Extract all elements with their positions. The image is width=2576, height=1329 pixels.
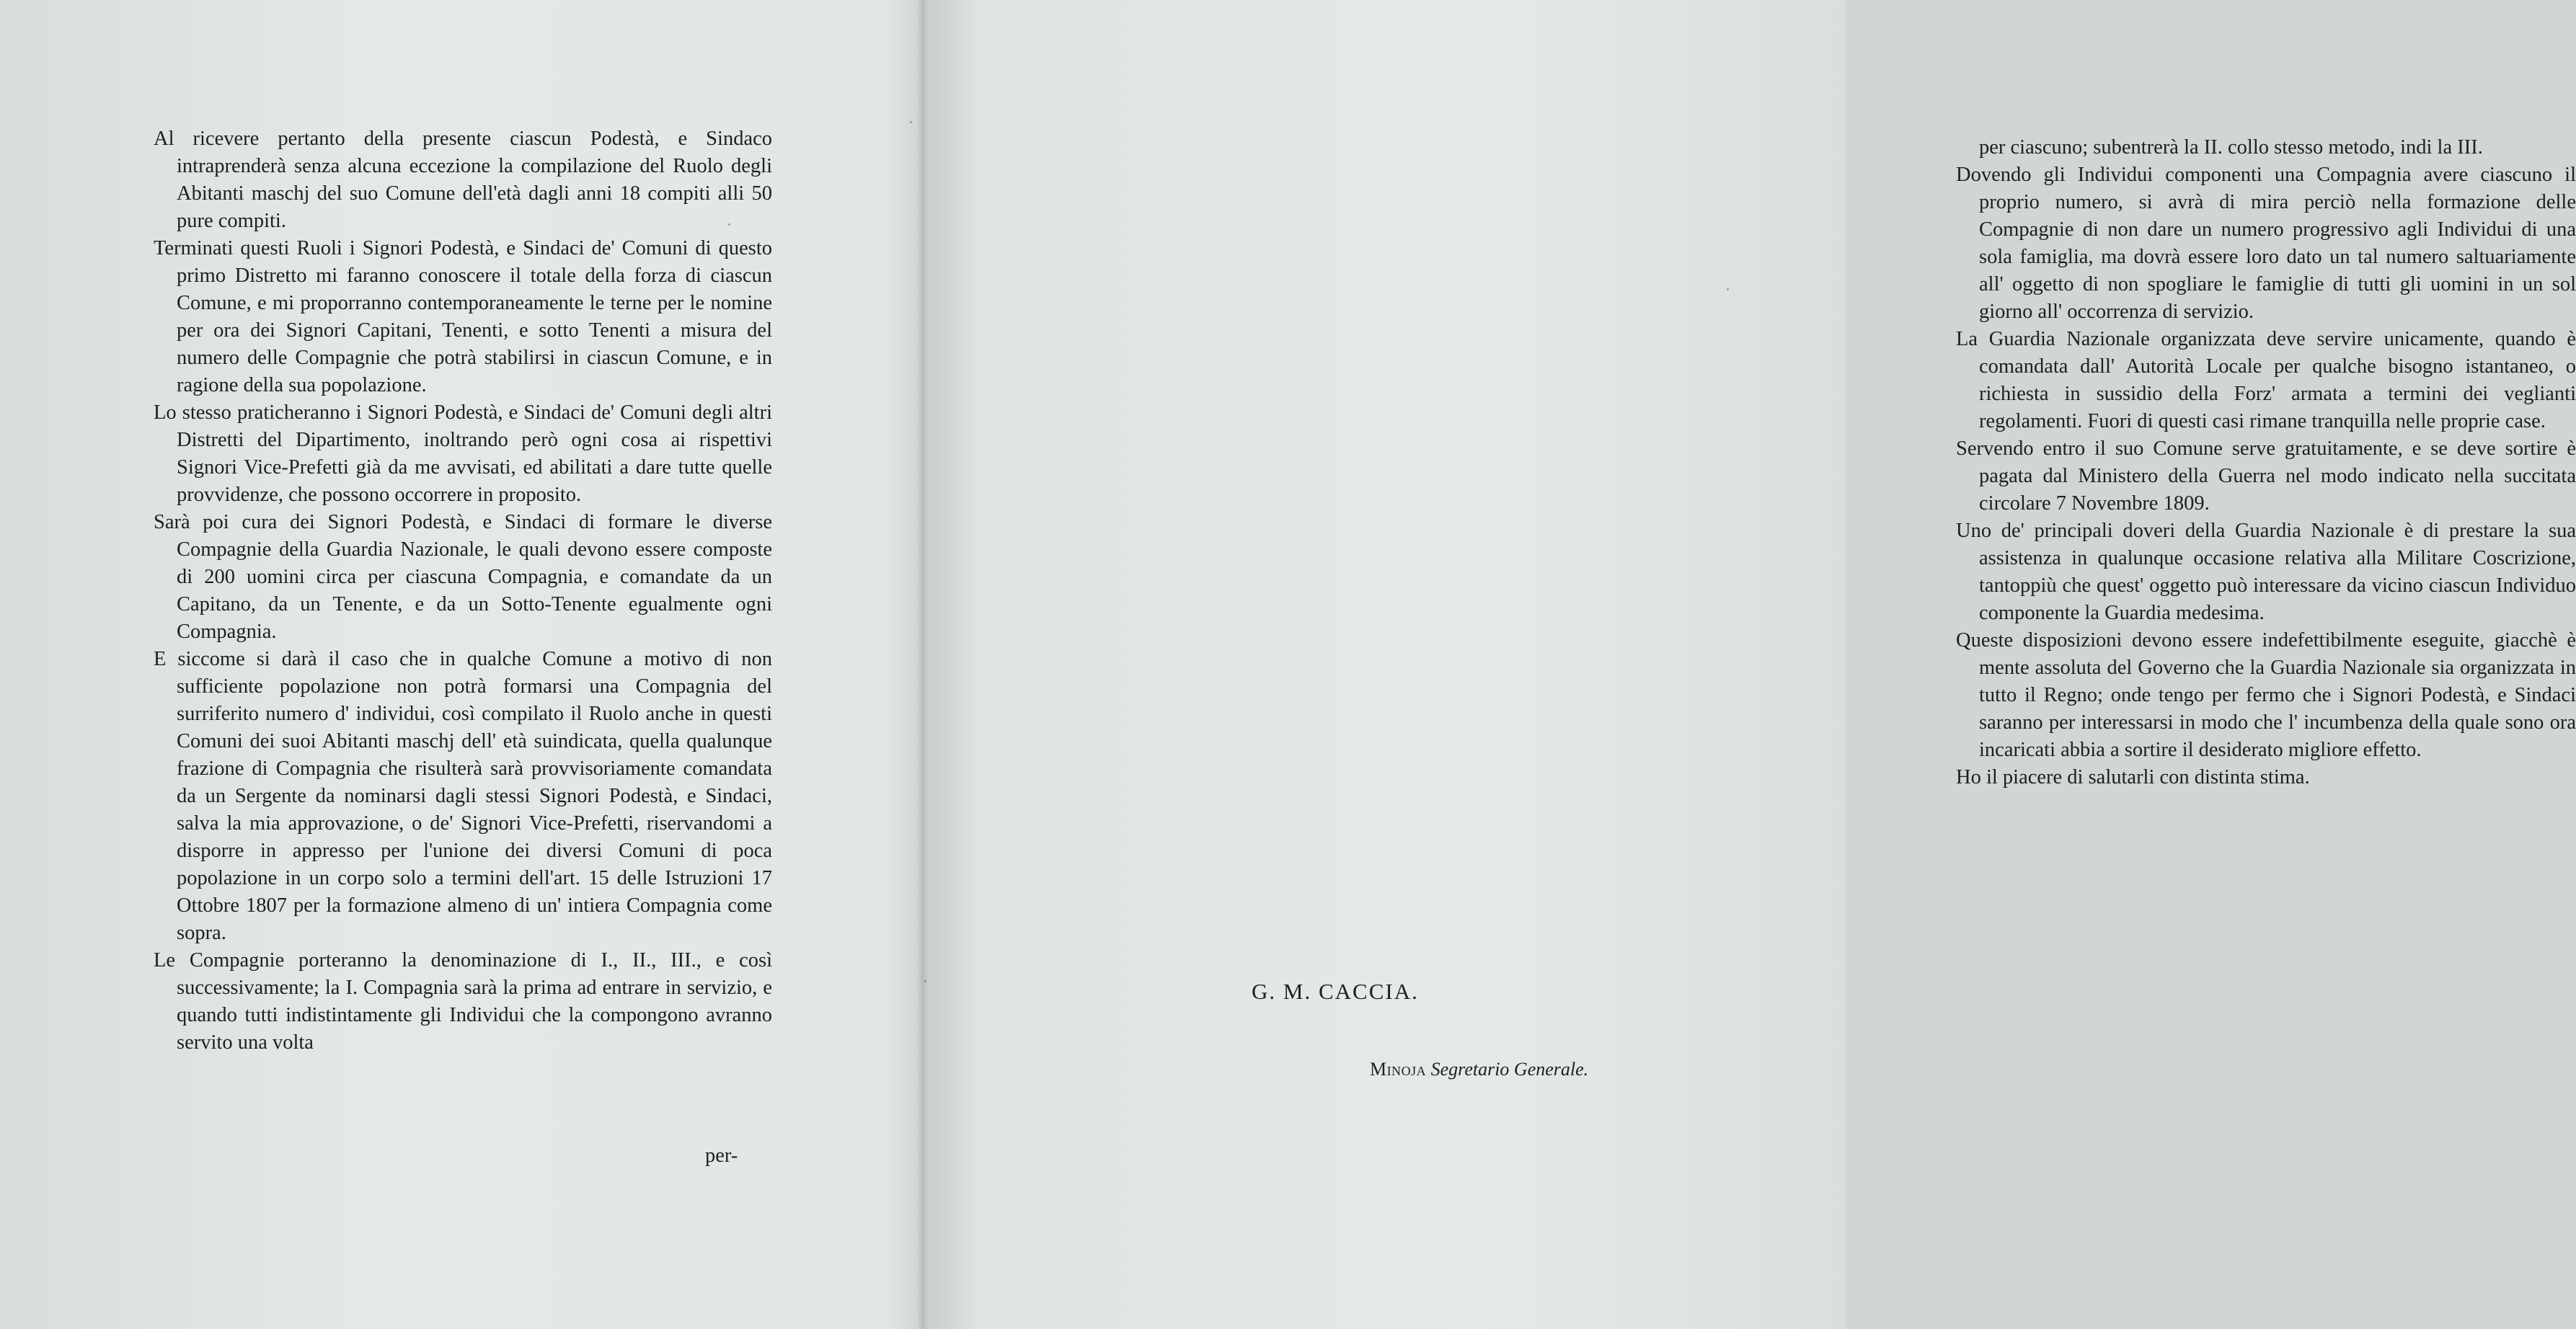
paper-speck <box>910 121 912 123</box>
paragraph: Servendo entro il suo Comune serve gratuitamente, e se deve sortire è pagata dal Ministero della Guerra nel modo indicato nella succitata circolare 7 Novembre 1809. <box>1956 437 2576 515</box>
paragraph: Terminati questi Ruoli i Signori Podestà, e Sindaci de' Comuni di questo primo Distretto mi faranno conoscere il totale della forza di ciascun Comune, e mi proporranno contemporaneamente le terne per le nomine per ora dei Signori Capitani, Tenenti, e sotto Tenenti a misura del numero delle Compagnie che potrà stabilirsi in ciascun Comune, e in ragione della sua popolazione. <box>154 237 772 396</box>
paragraph: Al ricevere pertanto della presente ciascun Podestà, e Sindaco intraprenderà senza alcuna eccezione la compilazione del Ruolo degli Abitanti maschj del suo Comune dell'età dagli anni 18 compiti alli 50 pure compiti. <box>154 128 772 232</box>
paragraph: Dovendo gli Individui componenti una Compagnia avere ciascuno il proprio numero, si avrà di mira perciò nella formazione delle Compagnie di non dare un numero progressivo agli Individui di una sola famiglia, ma dovrà essere loro dato un tal numero saltuariamente all' oggetto di non spogliare le famiglie di tutti gli uomini in un sol giorno all' occorrenza di servizio. <box>1956 164 2576 323</box>
paragraph: La Guardia Nazionale organizzata deve servire unicamente, quando è comandata dall' Autorità Locale per qualche bisogno istantaneo, o richiesta in sussidio della Forz' armata a termini dei veglianti regolamenti. Fuori di questi casi rimane tranquilla nelle proprie case. <box>1956 328 2576 432</box>
secretary-line <box>1370 1059 1588 1080</box>
paper-speck <box>1727 288 1729 290</box>
closing-line: Ho il piacere di salutarli con distinta stima. <box>1956 766 2310 788</box>
paragraph-continuation: per ciascuno; subentrerà la II. collo stesso metodo, indi la III. <box>1979 136 2483 159</box>
catchword: per- <box>705 1144 738 1167</box>
secretary-name: Minoja <box>1370 1059 1427 1080</box>
paper-speck <box>728 223 730 226</box>
paragraph: Uno de' principali doveri della Guardia Nazionale è di prestare la sua assistenza in qualunque occasione relativa alla Militare Coscrizione, tantoppiù che quest' oggetto può interessare da vicino ciascun Individuo componente la Guardia medesima. <box>1956 520 2576 624</box>
signature: G. M. CACCIA. <box>1252 979 1419 1004</box>
secretary-title: Segretario Generale. <box>1430 1059 1589 1080</box>
right-page-text <box>1956 134 2576 791</box>
paragraph: Lo stesso praticheranno i Signori Podestà, e Sindaci de' Comuni degli altri Distretti del Dipartimento, inoltrando però ogni cosa ai rispettivi Signori Vice-Prefetti già da me avvisati, ed abilitati a dare tutte quelle provvidenze, che possono occorrere in proposito. <box>154 401 772 506</box>
paragraph: Queste disposizioni devono essere indefettibilmente eseguite, giacchè è mente assoluta del Governo che la Guardia Nazionale sia organizzata in tutto il Regno; onde tengo per fermo che i Signori Podestà, e Sindaci saranno per interessarsi in modo che l' incumbenza della quale sono ora incaricati abbia a sortire il desiderato migliore effetto. <box>1956 629 2576 761</box>
paragraph: Sarà poi cura dei Signori Podestà, e Sindaci di formare le diverse Compagnie della Guardia Nazionale, le quali devono essere composte di 200 uomini circa per ciascuna Compagnia, e comandate da un Capitano, da un Tenente, e da un Sotto-Tenente egualmente ogni Compagnia. <box>154 511 772 643</box>
paper-speck <box>924 980 926 982</box>
left-page <box>0 0 923 1329</box>
right-page <box>923 0 2576 1329</box>
paragraph: E siccome si darà il caso che in qualche Comune a motivo di non sufficiente popolazione non potrà formarsi una Compagnia del surriferito numero d' individui, così compilato il Ruolo anche in questi Comuni dei suoi Abitanti maschj dell' età suindicata, quella qualunque frazione di Compagnia che risulterà sarà provvisoriamente comandata da un Sergente da nominarsi dagli stessi Signori Podestà, e Sindaci, salva la mia approvazione, o de' Signori Vice-Prefetti, riservandomi a disporre in appresso per l'unione dei diversi Comuni di poca popolazione in un corpo solo a termini dell'art. 15 delle Istruzioni 17 Ottobre 1807 per la formazione almeno di un' intiera Compagnia come sopra. <box>154 648 772 944</box>
paragraph: Le Compagnie porteranno la denominazione di I., II., III., e così successivamente; la I. Compagnia sarà la prima ad entrare in servizio, e quando tutti indistintamente gli Individui che la compongono avranno servito una volta <box>154 949 772 1054</box>
left-page-text <box>154 125 772 1057</box>
